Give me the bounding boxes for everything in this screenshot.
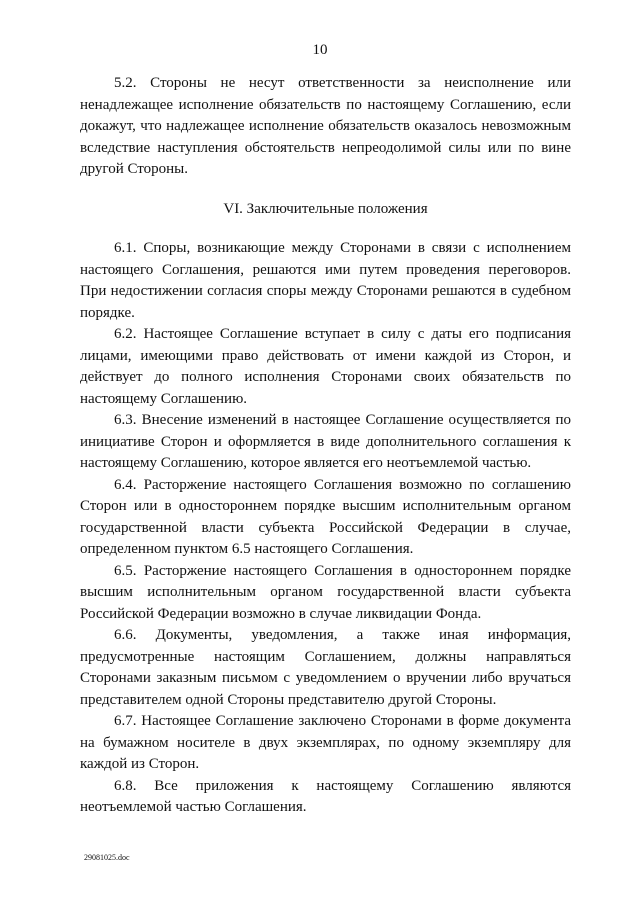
- clause-6-4: 6.4. Расторжение настоящего Соглашения возможно по соглашению Сторон или в одностороннем порядке высшим исполнительным органом государственной власти субъекта Российской Федерации в случае, определенном пунктом 6.5 настоящего Соглашения.: [80, 476, 571, 557]
- clause-6-5: 6.5. Расторжение настоящего Соглашения в одностороннем порядке высшим исполнительным органом государственной власти субъекта Российской Федерации возможно в случае ликвидации Фонда.: [80, 562, 571, 622]
- document-body: [80, 73, 571, 819]
- clause-6-1: 6.1. Споры, возникающие между Сторонами в связи с исполнением настоящего Соглашения, решаются ими путем проведения переговоров. При недостижении согласия споры между Сторонами решаются в судебном порядке.: [80, 240, 571, 321]
- footer-file-code: 29081025.doc: [84, 853, 130, 862]
- clause-6-7: 6.7. Настоящее Соглашение заключено Сторонами в форме документа на бумажном носителе в двух экземплярах, по одному экземпляру для каждой из Сторон.: [80, 713, 571, 772]
- clause-6-3: 6.3. Внесение изменений в настоящее Соглашение осуществляется по инициативе Сторон и оформляется в виде дополнительного соглашения к настоящему Соглашению, которое является его неотъемлемой частью.: [80, 412, 571, 471]
- page-number: 10: [312, 42, 328, 58]
- section-title: VI. Заключительные положения: [223, 200, 428, 217]
- clause-6-6: 6.6. Документы, уведомления, а также иная информация, предусмотренные настоящим Соглашением, должны направляться Сторонами заказным письмом с уведомлением о вручении либо вручаться представителем одной Стороны представителю другой Стороны.: [80, 627, 571, 708]
- clause-6-8: 6.8. Все приложения к настоящему Соглашению являются неотъемлемой частью Соглашения.: [80, 777, 571, 815]
- clause-5-2: 5.2. Стороны не несут ответственности за неисполнение или ненадлежащее исполнение обязательств по настоящему Соглашению, если докажут, что надлежащее исполнение обязательств оказалось невозможным вследствие наступления обстоятельств непреодолимой силы или по вине другой Стороны.: [80, 75, 571, 177]
- clause-6-2: 6.2. Настоящее Соглашение вступает в силу с даты его подписания лицами, имеющими право действовать от имени каждой из Сторон, и действует до полного исполнения Сторонами своих обязательств по настоящему Соглашению.: [80, 326, 571, 407]
